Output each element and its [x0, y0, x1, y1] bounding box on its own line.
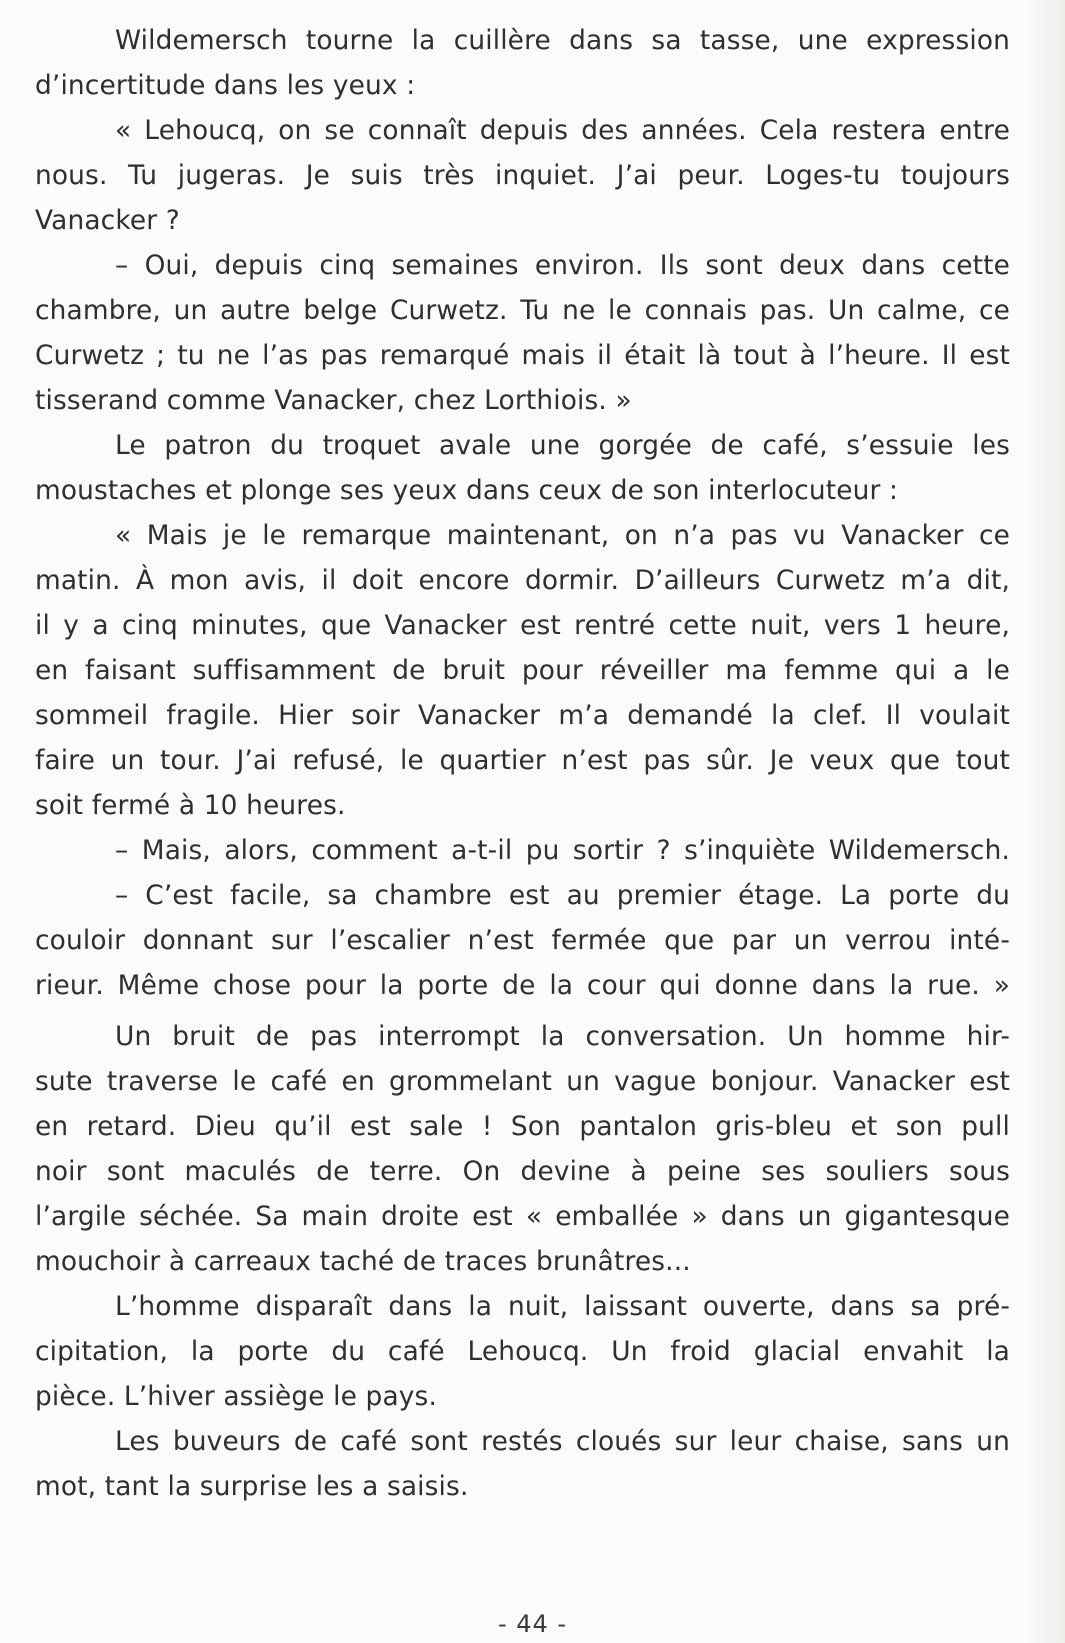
text-line: matin. À mon avis, il doit encore dormir. D’ailleurs Curwetz m’a dit, [35, 565, 1010, 596]
text-line: noir sont maculés de terre. On devine à peine ses souliers sous [35, 1156, 1010, 1187]
text-line: chambre, un autre belge Curwetz. Tu ne le connais pas. Un calme, ce [35, 295, 1010, 326]
text-line: – C’est facile, sa chambre est au premier étage. La porte du [115, 880, 1010, 911]
text-line: tisserand comme Vanacker, chez Lorthiois. » [35, 385, 632, 416]
text-line: rieur. Même chose pour la porte de la cour qui donne dans la rue. » [35, 970, 1010, 1001]
text-line: sommeil fragile. Hier soir Vanacker m’a demandé la clef. Il voulait [35, 700, 1010, 731]
text-line: Le patron du troquet avale une gorgée de café, s’essuie les [115, 430, 1010, 461]
text-line: mot, tant la surprise les a saisis. [35, 1471, 469, 1502]
text-line: en faisant suffisamment de bruit pour réveiller ma femme qui a le [35, 655, 1010, 686]
text-line: « Mais je le remarque maintenant, on n’a pas vu Vanacker ce [115, 520, 1010, 551]
text-line: sute traverse le café en grommelant un vague bonjour. Vanacker est [35, 1066, 1010, 1097]
page-number: - 44 - [497, 1610, 568, 1638]
text-line: Curwetz ; tu ne l’as pas remarqué mais il était là tout à l’heure. Il est [35, 340, 1010, 371]
text-line: faire un tour. J’ai refusé, le quartier n’est pas sûr. Je veux que tout [35, 745, 1010, 776]
text-line: moustaches et plonge ses yeux dans ceux de son interlocuteur : [35, 475, 899, 506]
text-line: couloir donnant sur l’escalier n’est fermée que par un verrou inté- [35, 925, 1010, 956]
text-line: mouchoir à carreaux taché de traces brunâtres... [35, 1246, 691, 1277]
text-line: – Oui, depuis cinq semaines environ. Ils sont deux dans cette [115, 250, 1010, 281]
text-line: Wildemersch tourne la cuillère dans sa tasse, une expression [115, 25, 1010, 56]
text-line: « Lehoucq, on se connaît depuis des années. Cela restera entre [115, 115, 1010, 146]
text-line: nous. Tu jugeras. Je suis très inquiet. J’ai peur. Loges-tu toujours [35, 160, 1010, 191]
dialogue-section [35, 18, 1010, 1008]
narrative-section [35, 1014, 1010, 1509]
text-line: l’argile séchée. Sa main droite est « emballée » dans un gigantesque [35, 1201, 1010, 1232]
text-line: – Mais, alors, comment a-t-il pu sortir ? s’inquiète Wildemersch. [115, 835, 1010, 866]
text-line: soit fermé à 10 heures. [35, 790, 346, 821]
text-line: cipitation, la porte du café Lehoucq. Un froid glacial envahit la [35, 1336, 1010, 1367]
text-line: en retard. Dieu qu’il est sale ! Son pantalon gris-bleu et son pull [35, 1111, 1010, 1142]
text-line: pièce. L’hiver assiège le pays. [35, 1381, 437, 1412]
text-line: Les buveurs de café sont restés cloués sur leur chaise, sans un [115, 1426, 1010, 1457]
text-line: d’incertitude dans les yeux : [35, 70, 416, 101]
text-line: L’homme disparaît dans la nuit, laissant ouverte, dans sa pré- [115, 1291, 1010, 1322]
text-line: il y a cinq minutes, que Vanacker est rentré cette nuit, vers 1 heure, [35, 610, 1010, 641]
text-line: Un bruit de pas interrompt la conversation. Un homme hir- [115, 1021, 1010, 1052]
text-line: Vanacker ? [35, 205, 180, 236]
